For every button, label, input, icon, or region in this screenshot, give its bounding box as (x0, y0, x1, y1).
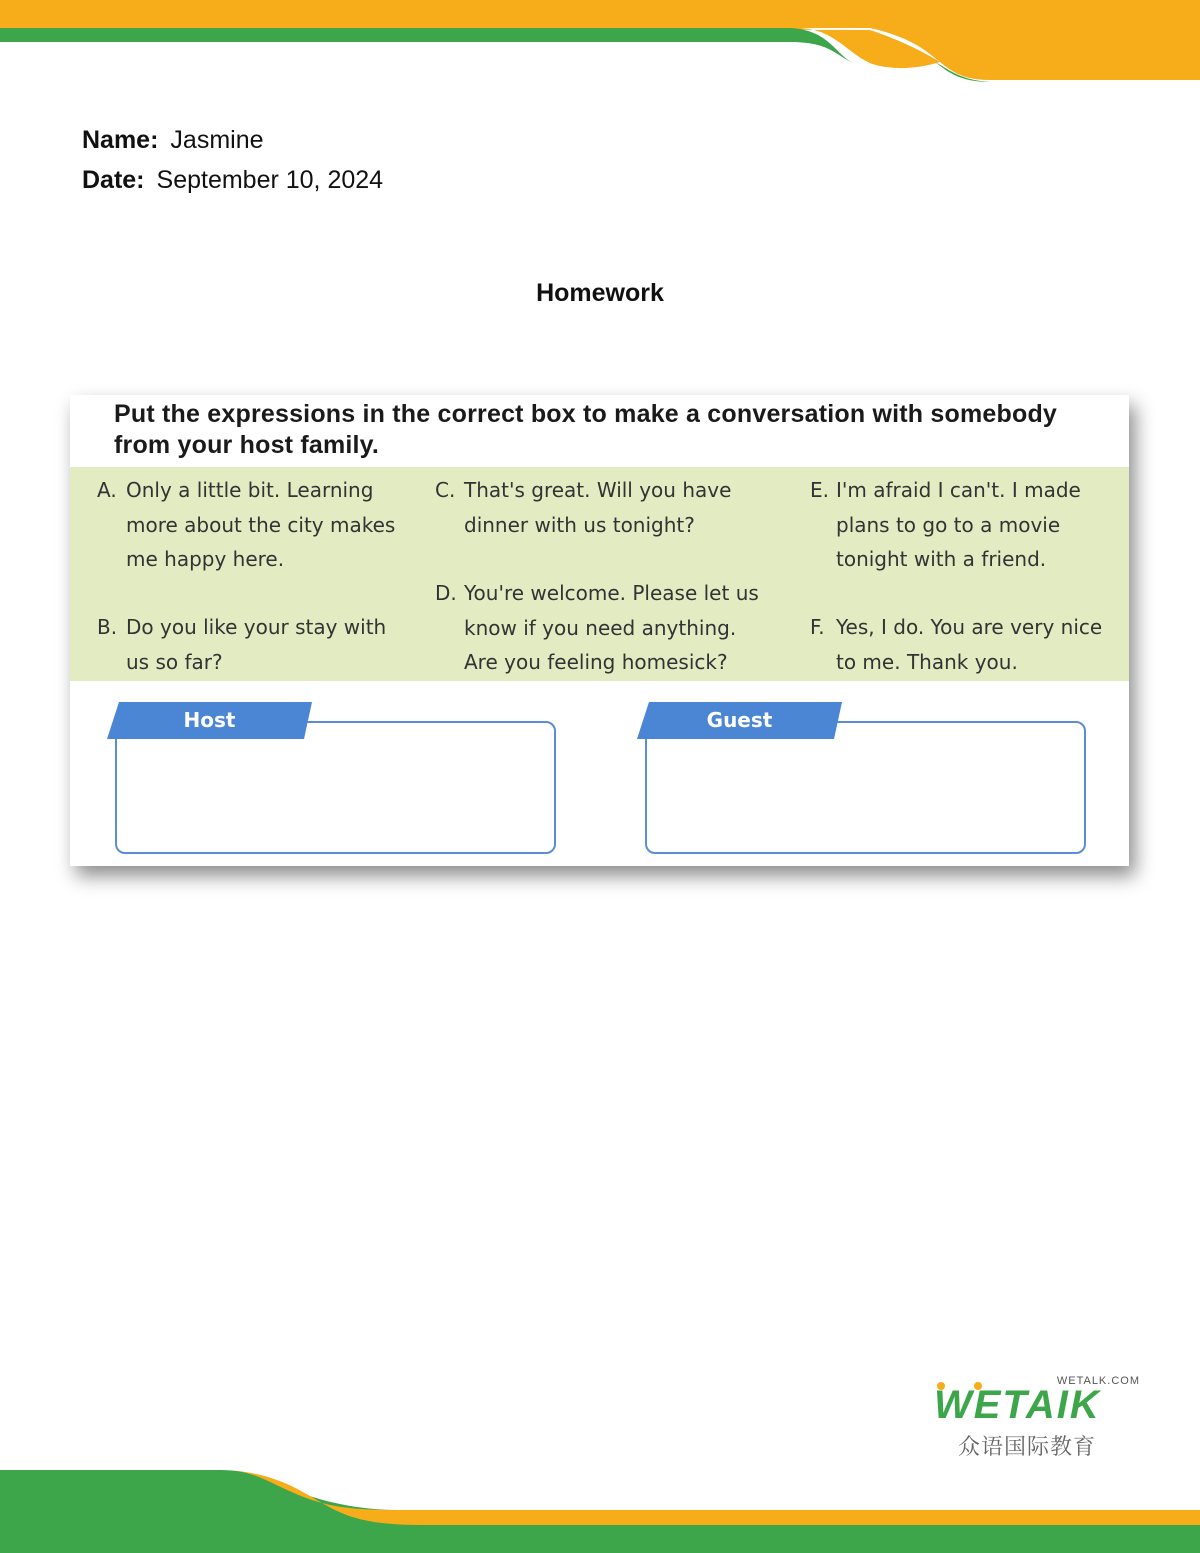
guest-tab (637, 702, 842, 739)
host-answer-box[interactable] (107, 700, 559, 858)
option-line: You're welcome. Please let us (464, 581, 759, 605)
instruction-line-1: Put the expressions in the correct box to make a conversation with somebody (114, 400, 1058, 428)
logo-chinese-text: 众语国际教育 (958, 1435, 1097, 1460)
date-label: Date: (82, 166, 145, 194)
host-tab (107, 702, 312, 739)
guest-answer-area[interactable] (645, 721, 1086, 854)
page-title: Homework (536, 279, 664, 307)
option-line: Do you like your stay with (126, 615, 387, 639)
option-line: Yes, I do. You are very nice (836, 615, 1103, 639)
option-letter: C. (435, 478, 456, 502)
name-label: Name: (82, 126, 159, 154)
option-line: know if you need anything. (464, 615, 737, 640)
instruction-line-2: from your host family. (114, 431, 380, 459)
option-line: me happy here. (126, 547, 285, 571)
option-letter: F. (810, 615, 825, 639)
guest-label: Guest (706, 708, 773, 732)
logo-wordmark: WETAIK (934, 1383, 1101, 1427)
option-line: That's great. Will you have (464, 478, 732, 502)
option-line: us so far? (126, 649, 223, 674)
date-line (82, 166, 383, 195)
option-line: to me. Thank you. (836, 649, 1018, 674)
student-name-line (82, 126, 264, 155)
option-line: I'm afraid I can't. I made (836, 478, 1081, 502)
option-line: more about the city makes (126, 512, 396, 537)
exercise-card (70, 395, 1129, 866)
host-label: Host (183, 708, 236, 732)
option-line: dinner with us tonight? (464, 512, 695, 537)
bottom-decorative-band (0, 1465, 1200, 1553)
option-letter: E. (810, 478, 829, 502)
guest-answer-box[interactable] (637, 700, 1089, 858)
date-value: September 10, 2024 (156, 166, 384, 194)
wetalk-logo (930, 1375, 1140, 1460)
option-letter: D. (435, 581, 457, 605)
option-line: Only a little bit. Learning (126, 478, 374, 502)
host-answer-area[interactable] (115, 721, 556, 854)
option-letter: A. (97, 478, 117, 502)
name-value: Jasmine (170, 126, 264, 154)
instruction-text (114, 399, 1114, 461)
logo-site-text: WETALK.COM (1056, 1375, 1140, 1387)
options-panel (70, 467, 1129, 681)
option-letter: B. (97, 615, 118, 639)
option-line: plans to go to a movie (836, 512, 1061, 537)
option-line: Are you feeling homesick? (464, 650, 728, 674)
option-line: tonight with a friend. (836, 547, 1047, 571)
top-decorative-band (0, 0, 1200, 90)
